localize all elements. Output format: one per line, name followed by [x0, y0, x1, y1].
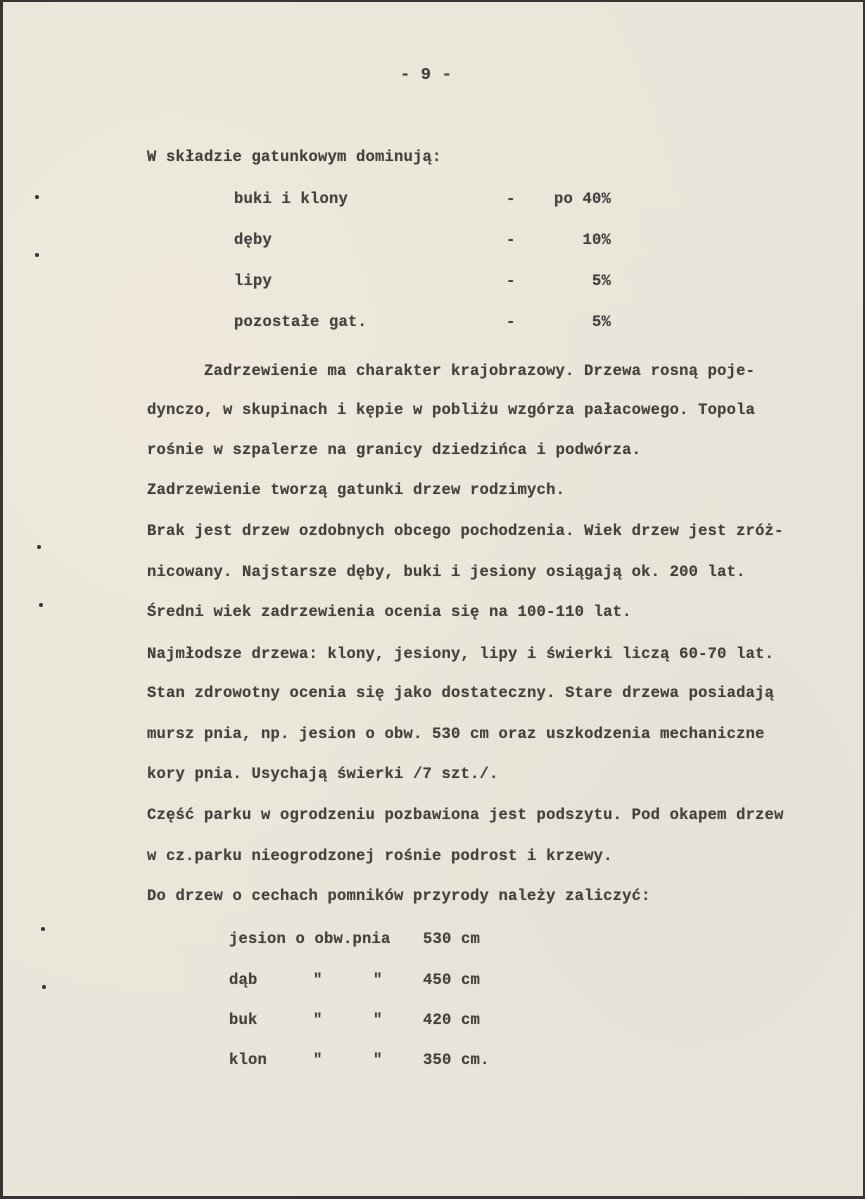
composition-value: 5%: [591, 272, 611, 290]
text-line: mursz pnia, np. jesion o obw. 530 cm oraz uszkodzenia mechaniczne: [147, 725, 765, 743]
composition-name: buki i klony: [234, 190, 349, 208]
text-line: Część parku w ogrodzeniu pozbawiona jest podszytu. Pod okapem drzew: [147, 806, 784, 824]
punch-hole: [41, 927, 45, 931]
composition-name: dęby: [234, 231, 273, 249]
monument-value: 420 cm: [423, 1011, 481, 1029]
text-line: dynczo, w skupinach i kępie w pobliżu wzgórza pałacowego. Topola: [147, 401, 756, 419]
page-number: - 9 -: [400, 66, 453, 85]
text-line: Najmłodsze drzewa: klony, jesiony, lipy i świerki liczą 60-70 lat.: [147, 645, 775, 663]
text-line: w cz.parku nieogrodzonej rośnie podrost i krzewy.: [147, 847, 613, 865]
composition-value: 5%: [591, 313, 611, 331]
ditto-mark: ": [313, 1051, 323, 1069]
monument-name: buk: [229, 1011, 258, 1029]
text-line: Brak jest drzew ozdobnych obcego pochodzenia. Wiek drzew jest zróż-: [147, 522, 784, 540]
composition-value: 10%: [582, 231, 611, 249]
punch-hole: [35, 195, 39, 199]
monument-name: dąb: [229, 971, 258, 989]
text-line: Średni wiek zadrzewienia ocenia się na 100-110 lat.: [147, 603, 632, 621]
punch-hole: [35, 253, 39, 257]
punch-hole: [37, 545, 41, 549]
monument-name: klon: [229, 1051, 268, 1069]
species-intro: W składzie gatunkowym dominują:: [147, 148, 442, 166]
composition-dash: -: [506, 272, 516, 290]
punch-hole: [42, 985, 46, 989]
composition-dash: -: [506, 190, 516, 208]
ditto-mark: ": [313, 971, 323, 989]
composition-value: po 40%: [553, 190, 611, 208]
composition-name: lipy: [234, 272, 273, 290]
text-line: Do drzew o cechach pomników przyrody należy zaliczyć:: [147, 887, 651, 905]
text-line: kory pnia. Usychają świerki /7 szt./.: [147, 765, 499, 783]
text-line: nicowany. Najstarsze dęby, buki i jesiony osiągają ok. 200 lat.: [147, 563, 746, 581]
monument-value: 450 cm: [423, 971, 481, 989]
monument-value: 350 cm.: [423, 1051, 490, 1069]
monument-value: 530 cm: [423, 930, 481, 948]
composition-name: pozostałe gat.: [234, 313, 368, 331]
ditto-mark: ": [373, 1011, 383, 1029]
composition-dash: -: [506, 313, 516, 331]
document-page: [3, 2, 863, 1196]
text-line: Zadrzewienie tworzą gatunki drzew rodzimych.: [147, 481, 566, 499]
ditto-mark: ": [373, 971, 383, 989]
text-line: rośnie w szpalerze na granicy dziedzińca i podwórza.: [147, 441, 642, 459]
ditto-mark: ": [313, 1011, 323, 1029]
composition-dash: -: [506, 231, 516, 249]
punch-hole: [39, 603, 43, 607]
ditto-mark: ": [373, 1051, 383, 1069]
text-line: Zadrzewienie ma charakter krajobrazowy. Drzewa rosną poje-: [204, 362, 756, 380]
monument-name: jesion o obw.pnia: [229, 930, 391, 948]
text-line: Stan zdrowotny ocenia się jako dostateczny. Stare drzewa posiadają: [147, 684, 775, 702]
